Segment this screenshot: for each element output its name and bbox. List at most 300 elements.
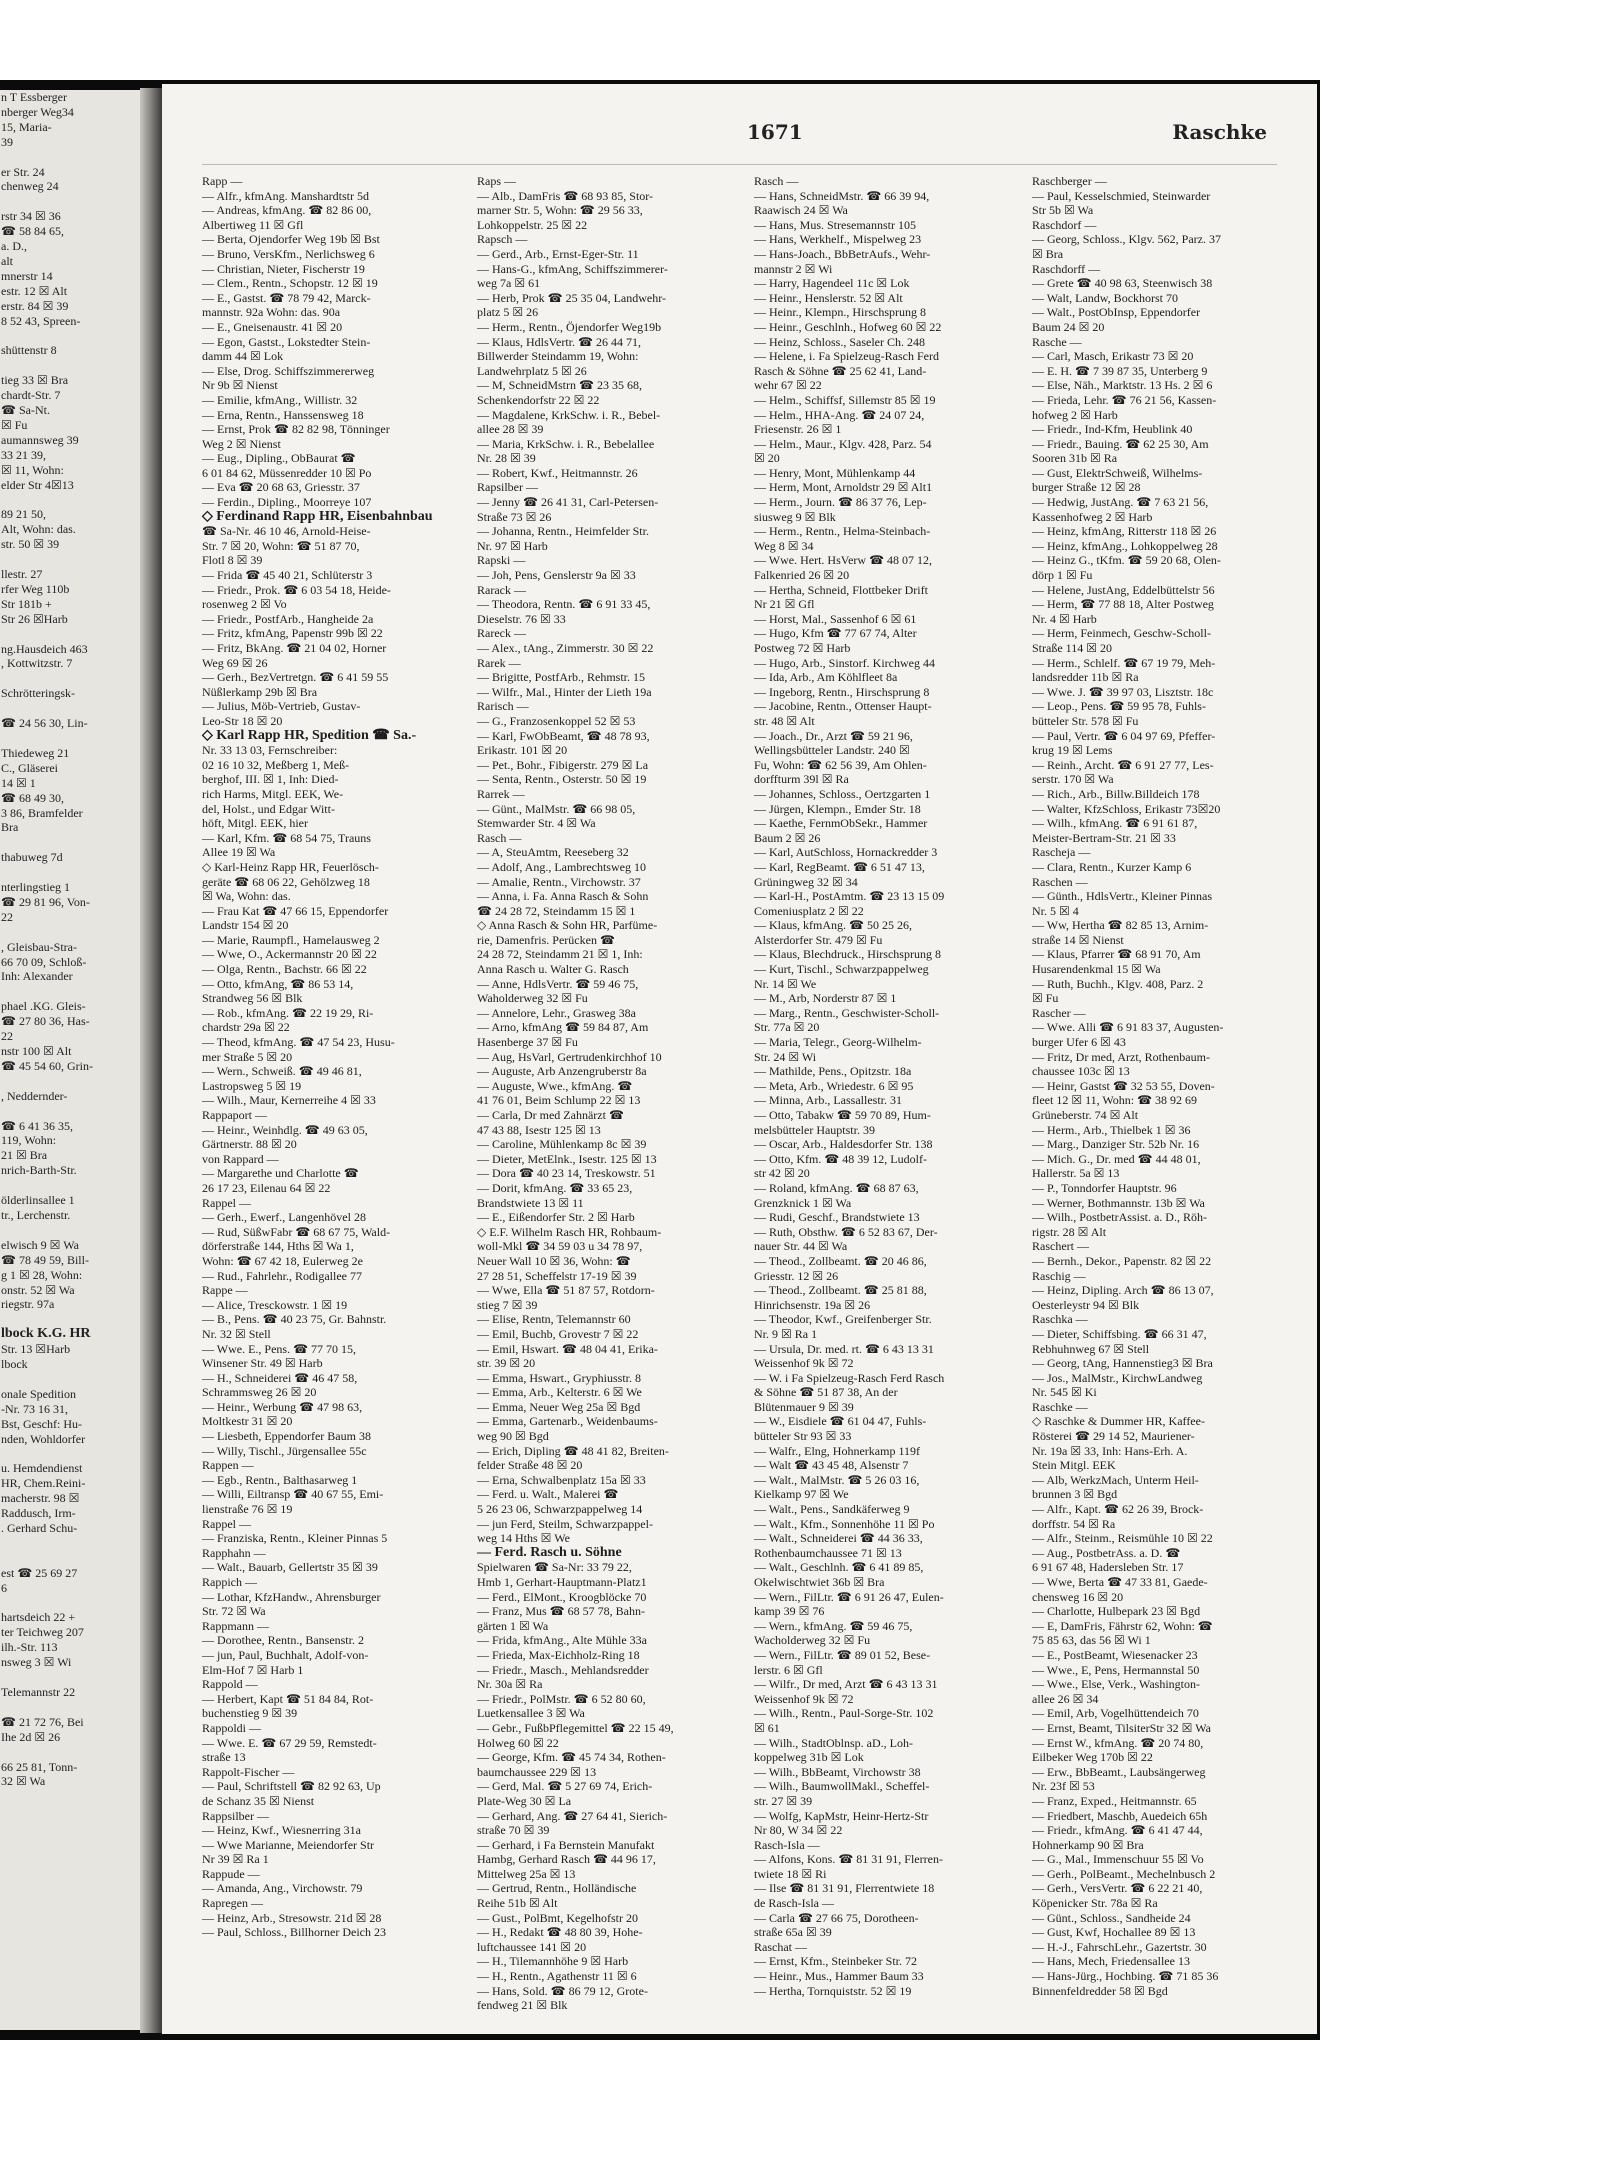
directory-entry-line: — Ww, Hertha ☎ 82 85 13, Arnim- <box>1032 918 1209 933</box>
directory-entry-line: 6 91 67 48, Hadersleben Str. 17 <box>1032 1560 1184 1575</box>
left-page-line <box>0 671 140 686</box>
left-page-line: tieg 33 ☒ Bra <box>1 373 69 388</box>
directory-entry-line: — Wwe, Ella ☎ 51 87 57, Rotdorn- <box>477 1283 655 1298</box>
directory-entry-line: — Ernst, Beamt, TilsiterStr 32 ☒ Wa <box>1032 1720 1211 1735</box>
directory-entry-line: — G., Franzosenkoppel 52 ☒ 53 <box>477 713 636 728</box>
directory-entry-line: — Hans, Sold. ☎ 86 79 12, Grote- <box>477 1983 648 1998</box>
directory-entry-line: str 42 ☒ 20 <box>754 1166 810 1181</box>
directory-entry-line: chensweg 16 ☒ 20 <box>1032 1589 1124 1604</box>
directory-entry-line: — Heinr., Werbung ☎ 47 98 63, <box>202 1399 363 1414</box>
directory-entry-line: krug 19 ☒ Lems <box>1032 743 1113 758</box>
left-page-line: 21 ☒ Bra <box>1 1148 48 1163</box>
directory-entry-line: — Minna, Arb., Lassallestr. 31 <box>754 1093 902 1108</box>
directory-entry-line: ☒ 61 <box>754 1720 780 1735</box>
directory-entry-line: — Christian, Nieter, Fischerstr 19 <box>202 261 365 276</box>
directory-entry-line: de Schanz 35 ☒ Nienst <box>202 1793 315 1808</box>
left-page-line <box>0 1596 140 1611</box>
left-page-line: alt <box>1 253 13 268</box>
directory-entry-line: — Jenny ☎ 26 41 31, Carl-Petersen- <box>477 495 659 510</box>
left-page-line <box>0 1372 140 1387</box>
directory-entry-line: — Alfons, Kons. ☎ 81 31 91, Flerren- <box>754 1852 943 1867</box>
left-page-line: 8 52 43, Spreen- <box>1 313 81 328</box>
directory-entry-line: Nr. 4 ☒ Harb <box>1032 611 1097 626</box>
directory-entry-line: — Georg, Schloss., Klgv. 562, Parz. 37 <box>1032 232 1221 247</box>
directory-entry-line: — Gust, Kwf, Hochallee 89 ☒ 13 <box>1032 1925 1196 1940</box>
left-page-line: chenweg 24 <box>1 179 59 194</box>
directory-entry-line: damm 44 ☒ Lok <box>202 349 284 364</box>
directory-entry-line: — Wern., kfmAng. ☎ 59 46 75, <box>754 1618 913 1633</box>
directory-entry-line: — Magdalene, KrkSchw. i. R., Bebel- <box>477 407 661 422</box>
directory-entry-line: — Annelore, Lehr., Grasweg 38a <box>477 1005 636 1020</box>
left-page-line: ☎ Sa-Nt. <box>1 403 50 418</box>
directory-entry-line: — Emil, Buchb, Grovestr 7 ☒ 22 <box>477 1326 639 1341</box>
directory-entry-line: — Senta, Rentn., Osterstr. 50 ☒ 19 <box>477 772 647 787</box>
directory-entry-line: Rebhuhnweg 67 ☒ Stell <box>1032 1341 1150 1356</box>
directory-entry-line: — Wilh., Rentn., Paul-Sorge-Str. 102 <box>754 1706 934 1721</box>
directory-entry-line: Wacholderweg 32 ☒ Fu <box>754 1633 871 1648</box>
directory-entry-line: platz 5 ☒ 26 <box>477 305 539 320</box>
directory-entry-line: — Walfr., Elng, Hohnerkamp 119f <box>754 1443 921 1458</box>
directory-entry-line: Raschberger — <box>1032 174 1107 188</box>
left-page-line: C., Gläserei <box>1 760 58 775</box>
directory-entry-line: — Joh, Pens, Genslerstr 9a ☒ 33 <box>477 568 636 583</box>
directory-entry-line: koppelweg 31b ☒ Lok <box>754 1750 864 1765</box>
directory-entry-line: — Wilh., Maur, Kernerreihe 4 ☒ 33 <box>202 1093 376 1108</box>
directory-entry-line: — Helene, JustAng, Eddelbüttelstr 56 <box>1032 582 1215 597</box>
directory-entry-line: — Herm, Mont, Arnoldstr 29 ☒ Alt1 <box>754 480 933 495</box>
directory-entry-line: — Ida, Arb., Am Köhlfleet 8a <box>754 670 898 685</box>
left-page-line: chardt-Str. 7 <box>1 388 61 403</box>
directory-entry-line: — Maria, Telegr., Georg-Wilhelm- <box>754 1035 922 1050</box>
directory-entry-line: Winsener Str. 49 ☒ Harb <box>202 1356 323 1371</box>
left-page-line: ☎ 45 54 60, Grin- <box>1 1058 93 1073</box>
directory-entry-line: Spielwaren ☎ Sa-Nr: 33 79 22, <box>477 1560 632 1575</box>
directory-entry-line: — Alfr., Steinm., Reismühle 10 ☒ 22 <box>1032 1531 1213 1546</box>
directory-entry-line: — Theod., Zollbeamt. ☎ 25 81 88, <box>754 1283 927 1298</box>
directory-entry-line: — Mich. G., Dr. med ☎ 44 48 01, <box>1032 1151 1201 1166</box>
directory-entry-line: — Karl-H., PostAmtm. ☎ 23 13 15 09 <box>754 889 945 904</box>
directory-entry-line: Hmb 1, Gerhart-Hauptmann-Platz1 <box>477 1575 647 1589</box>
directory-entry-line: Wellingsbütteler Landstr. 240 ☒ <box>754 743 910 758</box>
directory-entry-line: Blütenmauer 9 ☒ 39 <box>754 1399 854 1414</box>
directory-entry-line: — Wwe. J. ☎ 39 97 03, Lisztstr. 18c <box>1032 684 1214 699</box>
directory-entry-line: Rapphahn — <box>202 1545 266 1560</box>
directory-entry-line: — Reinh., Archt. ☎ 6 91 27 77, Les- <box>1032 757 1214 772</box>
directory-entry-line: — Adolf, Ang., Lambrechtsweg 10 <box>477 859 646 874</box>
directory-entry-line: — Ursula, Dr. med. rt. ☎ 6 43 13 31 <box>754 1341 934 1356</box>
directory-entry-line: Rappold — <box>202 1677 258 1692</box>
directory-entry-line: — Elise, Rentn, Telemannstr 60 <box>477 1312 631 1327</box>
directory-entry-line: — Charlotte, Hulbepark 23 ☒ Bgd <box>1032 1604 1201 1619</box>
directory-entry-line: Strandweg 56 ☒ Blk <box>202 991 303 1006</box>
directory-entry-line: Nr. 545 ☒ Ki <box>1032 1385 1097 1400</box>
directory-entry-line: — Heinr., Mus., Hammer Baum 33 <box>754 1969 924 1984</box>
directory-entry-line: Rapsilber — <box>477 480 538 495</box>
left-page-line: 66 70 09, Schloß- <box>1 954 87 969</box>
directory-entry-line: Comeniusplatz 2 ☒ 22 <box>754 903 864 918</box>
left-page-line: nden, Wohldorfer <box>1 1431 86 1446</box>
directory-entry-line: — Frieda, Lehr. ☎ 76 21 56, Kassen- <box>1032 392 1217 407</box>
directory-entry-line: Husarendenkmal 15 ☒ Wa <box>1032 962 1161 977</box>
directory-entry-line: — B., Pens. ☎ 40 23 75, Gr. Bahnstr. <box>202 1312 387 1327</box>
left-page-line: Thiedeweg 21 <box>1 745 70 760</box>
directory-entry-line: Billwerder Steindamm 19, Wohn: <box>477 349 639 364</box>
directory-entry-line: felder Straße 48 ☒ 20 <box>477 1458 583 1473</box>
directory-entry-line: str. 39 ☒ 20 <box>477 1356 536 1371</box>
directory-entry-line: — Heinz, kfmAng, Ritterstr 118 ☒ 26 <box>1032 524 1217 539</box>
directory-entry-line: Rothenbaumchaussee 71 ☒ 13 <box>754 1545 902 1560</box>
directory-entry-line: — Klaus, Blechdruck., Hirschsprung 8 <box>754 947 941 962</box>
directory-entry-line: — Anna, i. Fa. Anna Rasch & Sohn <box>477 889 649 904</box>
directory-entry-line: — H., Redakt ☎ 48 80 39, Hohe- <box>477 1925 643 1940</box>
left-page-line: a. D., <box>1 239 27 254</box>
directory-entry-line: — Herm., Rentn., Helma-Steinbach- <box>754 524 931 539</box>
directory-entry-line: — E., Gneisenaustr. 41 ☒ 20 <box>202 319 343 334</box>
directory-entry-line: — Auguste, Arb Anzengruberstr 8a <box>477 1064 647 1079</box>
directory-entry-line: — Hans-G., kfmAng, Schiffszimmerer- <box>477 261 668 276</box>
directory-entry-line: — W., Eisdiele ☎ 61 04 47, Fuhls- <box>754 1414 927 1429</box>
directory-entry-line: Brandstwiete 13 ☒ 11 <box>477 1195 584 1210</box>
directory-entry-line: berghof, III. ☒ 1, Inh: Died- <box>202 772 339 787</box>
directory-entry-line: Rasch & Söhne ☎ 25 62 41, Land- <box>754 363 927 378</box>
directory-entry-line: 47 43 88, Isestr 125 ☒ 13 <box>477 1122 601 1137</box>
directory-entry-line: Rappaport — <box>202 1108 267 1122</box>
directory-entry-line: Friesenstr. 26 ☒ 1 <box>754 422 842 437</box>
directory-entry-line: — Ingeborg, Rentn., Hirschsprung 8 <box>754 684 930 699</box>
directory-entry-line: Elm-Hof 7 ☒ Harb 1 <box>202 1662 304 1677</box>
directory-entry-line: — Clara, Rentn., Kurzer Kamp 6 <box>1032 859 1192 874</box>
directory-entry-line: — Heinr., Geschlnh., Hofweg 60 ☒ 22 <box>754 319 942 334</box>
directory-entry-line: Raschert — <box>1032 1239 1089 1254</box>
directory-entry-line: — Karl, FwObBeamt, ☎ 48 78 93, <box>477 728 650 743</box>
left-page-line: Raddusch, Irm- <box>1 1506 76 1521</box>
directory-entry-line: Landstr 154 ☒ 20 <box>202 918 289 933</box>
directory-entry-line: — Alfr., Kapt. ☎ 62 26 39, Brock- <box>1032 1502 1204 1517</box>
left-page-line <box>0 1551 140 1566</box>
directory-entry-line: Baum 2 ☒ 26 <box>754 830 821 845</box>
directory-entry-line: — Eva ☎ 20 68 63, Griesstr. 37 <box>202 480 360 495</box>
directory-entry-line: Rösterei ☎ 29 14 52, Mauriener- <box>1032 1429 1195 1444</box>
left-page-line: , Kottwitzstr. 7 <box>1 656 73 671</box>
directory-entry-line: Grenzknick 1 ☒ Wa <box>754 1195 852 1210</box>
directory-entry-line: Rappich — <box>202 1575 257 1589</box>
directory-entry-line: Raschig — <box>1032 1268 1086 1283</box>
directory-entry-line: ◇ Raschke & Dummer HR, Kaffee- <box>1032 1414 1205 1429</box>
left-page-line <box>0 1446 140 1461</box>
directory-entry-line: — Emil, Arb, Vogelhüttendeich 70 <box>1032 1706 1199 1721</box>
page-number: 1671 <box>747 120 803 144</box>
directory-entry-line: — E., Eißendorfer Str. 2 ☒ Harb <box>477 1210 635 1225</box>
directory-entry-line: — Robert, Kwf., Heitmannstr. 26 <box>477 465 638 480</box>
directory-entry-line: — Emilie, kfmAng., Willistr. 32 <box>202 392 358 407</box>
directory-entry-line: — Gerh., PolBeamt., Mechelnbusch 2 <box>1032 1866 1216 1881</box>
directory-entry-line: Rarack — <box>477 582 526 597</box>
directory-entry-line: — Friedr., PostfArb., Hangheide 2a <box>202 611 374 626</box>
directory-entry-line: — Horst, Mal., Sassenhof 6 ☒ 61 <box>754 611 917 626</box>
left-page-line: . Gerhard Schu- <box>1 1521 78 1535</box>
directory-entry-line: Kielkamp 97 ☒ We <box>754 1487 849 1502</box>
directory-entry-line: Str. 7 ☒ 20, Wohn: ☎ 51 87 70, <box>202 538 360 553</box>
directory-entry-line: ◇ Ferdinand Rapp HR, Eisenbahnbau <box>202 508 433 524</box>
directory-entry-line: — Herm., Rentn., Öjendorfer Weg19b <box>477 319 662 334</box>
left-page-line: thabuweg 7d <box>1 850 63 865</box>
left-page-line: aumannsweg 39 <box>1 432 79 447</box>
left-page-fragment <box>0 90 140 2030</box>
directory-entry-line: — Hans-Jürg., Hochbing. ☎ 71 85 36 <box>1032 1969 1219 1984</box>
left-page-line <box>0 1074 140 1089</box>
directory-entry-line: Nr. 9 ☒ Ra 1 <box>754 1326 818 1341</box>
directory-entry-line: 02 16 10 32, Meßberg 1, Meß- <box>202 757 350 772</box>
directory-entry-line: Nr 21 ☒ Gfl <box>754 597 815 612</box>
left-page-line: -Nr. 73 16 31, <box>1 1401 68 1416</box>
directory-entry-line: — Friedr., Bauing. ☎ 62 25 30, Am <box>1032 436 1209 451</box>
directory-entry-line: Nüßlerkamp 29b ☒ Bra <box>202 684 318 699</box>
directory-entry-line: — Helene, i. Fa Spielzeug-Rasch Ferd <box>754 349 939 364</box>
directory-entry-line: — Walt., MalMstr. ☎ 5 26 03 16, <box>754 1472 920 1487</box>
directory-entry-line: — Ilse ☎ 81 31 91, Flerrentwiete 18 <box>754 1881 935 1896</box>
directory-entry-line: — Andreas, kfmAng. ☎ 82 86 00, <box>202 203 372 218</box>
directory-entry-line: weg 90 ☒ Bgd <box>477 1429 549 1444</box>
directory-entry-line: Holweg 60 ☒ 22 <box>477 1735 559 1750</box>
directory-entry-line: — Roland, kfmAng. ☎ 68 87 63, <box>754 1180 919 1195</box>
left-page-line <box>0 358 140 373</box>
directory-entry-line: chardstr 29a ☒ 22 <box>202 1020 290 1035</box>
directory-entry-line: — Dieter, Schiffsbing. ☎ 66 31 47, <box>1032 1326 1207 1341</box>
directory-entry-line: — Carla, Dr med Zahnärzt ☎ <box>477 1108 624 1122</box>
directory-entry-line: — Theodora, Rentn. ☎ 6 91 33 45, <box>477 597 651 612</box>
left-page-line: 14 ☒ 1 <box>1 775 36 790</box>
directory-entry-line: — Dieter, MetElnk., Isestr. 125 ☒ 13 <box>477 1151 657 1166</box>
left-page-line <box>0 1178 140 1193</box>
directory-entry-line: — A, SteuAmtm, Reeseberg 32 <box>477 845 629 860</box>
directory-entry-line: — Else, Drog. Schiffszimmererweg <box>202 363 375 378</box>
directory-entry-line: — Clem., Rentn., Schopstr. 12 ☒ 19 <box>202 276 378 291</box>
directory-entry-line: — Klaus, HdlsVertr. ☎ 26 44 71, <box>477 334 641 349</box>
directory-entry-line: — Wilh., kfmAng. ☎ 6 91 61 87, <box>1032 816 1198 831</box>
directory-entry-line: — Karl, AutSchloss, Hornackredder 3 <box>754 845 938 860</box>
left-page-line <box>0 627 140 642</box>
directory-entry-line: — Pet., Bohr., Fibigerstr. 279 ☒ La <box>477 757 649 772</box>
directory-entry-line: — Henry, Mont, Mühlenkamp 44 <box>754 465 916 480</box>
directory-entry-line: kamp 39 ☒ 76 <box>754 1604 825 1619</box>
left-page-line: nterlingstieg 1 <box>1 880 70 895</box>
directory-entry-line: — Heinz, Dipling. Arch ☎ 86 13 07, <box>1032 1283 1214 1298</box>
directory-entry-line: — Helm., Maur., Klgv. 428, Parz. 54 <box>754 436 932 451</box>
directory-entry-line: Leo-Str 18 ☒ 20 <box>202 713 283 728</box>
left-page-line <box>0 731 140 746</box>
directory-entry-line: — Gebr., FußbPflegemittel ☎ 22 15 49, <box>477 1720 674 1735</box>
running-head: Raschke <box>1172 120 1267 144</box>
left-page-line: n T Essberger <box>1 90 67 104</box>
directory-entry-line: — Gerd., Arb., Ernst-Eger-Str. 11 <box>477 246 639 261</box>
directory-entry-line: — Egon, Gastst., Lokstedter Stein- <box>202 334 371 349</box>
directory-entry-line: 5 26 23 06, Schwarzpappelweg 14 <box>477 1502 643 1517</box>
directory-entry-line: — Wwe. E., Pens. ☎ 77 70 15, <box>202 1341 357 1356</box>
directory-entry-line: — Ruth, Obsthw. ☎ 6 52 83 67, Der- <box>754 1224 938 1239</box>
directory-entry-line: stieg 7 ☒ 39 <box>477 1297 538 1312</box>
left-page-line: ☎ 27 80 36, Has- <box>1 1014 90 1029</box>
directory-entry-line: weg 14 Hths ☒ We <box>477 1531 570 1546</box>
directory-entry-line: — Emma, Hswart., Gryphiusstr. 8 <box>477 1370 641 1385</box>
left-page-line: Ihe 2d ☒ 26 <box>1 1729 61 1744</box>
left-page-line <box>0 492 140 507</box>
left-page-line <box>0 1312 140 1327</box>
directory-entry-line: burger Ufer 6 ☒ 43 <box>1032 1035 1126 1050</box>
left-page-line: Telemannstr 22 <box>1 1684 76 1699</box>
directory-entry-line: rich Harms, Mitgl. EEK, We- <box>202 786 344 801</box>
directory-entry-line: — Georg, tAng, Hannenstieg3 ☒ Bra <box>1032 1356 1213 1371</box>
left-page-line: riegstr. 97a <box>1 1297 55 1312</box>
directory-entry-line: Baum 24 ☒ 20 <box>1032 319 1105 334</box>
directory-entry-line: — Kurt, Tischl., Schwarzpappelweg <box>754 962 929 977</box>
left-page-line: lbock K.G. HR <box>1 1326 91 1342</box>
left-page-line: nrich-Barth-Str. <box>1 1163 77 1178</box>
directory-entry-line: & Söhne ☎ 51 87 38, An der <box>754 1385 898 1400</box>
directory-entry-line: — Jürgen, Klempn., Emder Str. 18 <box>754 801 921 816</box>
directory-entry-line: — Rich., Arb., Billw.Billdeich 178 <box>1032 786 1200 801</box>
directory-entry-line: Erikastr. 101 ☒ 20 <box>477 743 568 758</box>
directory-entry-line: — Carla ☎ 27 66 75, Dorotheen- <box>754 1910 919 1925</box>
left-page-line <box>0 552 140 567</box>
left-page-line: onstr. 52 ☒ Wa <box>1 1282 75 1297</box>
directory-entry-line: — Emma, Gartenarb., Weidenbaums- <box>477 1414 658 1429</box>
directory-entry-line: marner Str. 5, Wohn: ☎ 29 56 33, <box>477 203 643 218</box>
directory-entry-line: — Wwe., Else, Verk., Washington- <box>1032 1677 1201 1692</box>
directory-entry-line: Grüneberstr. 74 ☒ Alt <box>1032 1108 1139 1122</box>
directory-entry-line: Nr. 5 ☒ 4 <box>1032 903 1079 918</box>
directory-entry-line: — P., Tonndorfer Hauptstr. 96 <box>1032 1180 1177 1195</box>
directory-entry-line: Rapsch — <box>477 232 528 247</box>
directory-entry-line: — Helm., Schiffsf, Sillemstr 85 ☒ 19 <box>754 392 936 407</box>
left-page-line: 6 <box>1 1580 7 1595</box>
directory-entry-line: — Rob., kfmAng. ☎ 22 19 29, Ri- <box>202 1005 374 1020</box>
directory-entry-line: nauer Str. 44 ☒ Wa <box>754 1239 848 1254</box>
directory-entry-line: — Alfr., kfmAng. Manshardtstr 5d <box>202 188 369 203</box>
directory-entry-line: — Herm., Schlelf. ☎ 67 19 79, Meh- <box>1032 655 1216 670</box>
directory-entry-line: — Lothar, KfzHandw., Ahrensburger <box>202 1589 381 1604</box>
directory-entry-line: Köpenicker Str. 78a ☒ Ra <box>1032 1896 1158 1911</box>
directory-entry-line: — Günt., Schloss., Sandheide 24 <box>1032 1910 1191 1925</box>
directory-entry-line: Rappen — <box>202 1458 254 1473</box>
directory-entry-line: ☒ Bra <box>1032 246 1064 261</box>
directory-entry-line: — Friedr., PolMstr. ☎ 6 52 80 60, <box>477 1691 646 1706</box>
directory-entry-line: — M, SchneidMstrn ☎ 23 35 68, <box>477 378 642 393</box>
directory-entry-line: — Friedr., Masch., Mehlandsredder <box>477 1662 649 1677</box>
left-page-line: 66 25 81, Tonn- <box>1 1759 78 1774</box>
directory-entry-line: höft, Mitgl. EEK, hier <box>202 816 308 831</box>
directory-entry-line: Fu, Wohn: ☎ 62 56 39, Am Ohlen- <box>754 757 927 772</box>
left-page-line <box>0 835 140 850</box>
directory-entry-line: — Alb., DamFris ☎ 68 93 85, Stor- <box>477 188 654 203</box>
directory-entry-line: Rappel — <box>202 1516 251 1531</box>
directory-entry-line: Oesterleystr 94 ☒ Blk <box>1032 1297 1140 1312</box>
directory-entry-line: Rarisch — <box>477 699 529 714</box>
directory-entry-line: burger Straße 12 ☒ 28 <box>1032 480 1141 495</box>
directory-entry-line: siusweg 9 ☒ Blk <box>754 509 836 524</box>
left-page-line: str. 50 ☒ 39 <box>1 537 60 552</box>
directory-entry-line: Eilbeker Weg 170b ☒ 22 <box>1032 1750 1153 1765</box>
left-page-line: HR, Chem.Reini- <box>1 1476 86 1491</box>
directory-entry-line: — Heinz, Arb., Stresowstr. 21d ☒ 28 <box>202 1910 382 1925</box>
directory-entry-line: — Wwe. Hert. HsVerw ☎ 48 07 12, <box>754 553 933 568</box>
left-page-line: lbock <box>1 1357 28 1372</box>
directory-entry-line: mannstr. 92a Wohn: das. 90a <box>202 305 341 320</box>
directory-entry-line: — Heinr, Gastst ☎ 32 53 55, Doven- <box>1032 1078 1215 1093</box>
directory-entry-line: straße 14 ☒ Nienst <box>1032 932 1124 947</box>
directory-entry-line: Stein Mitgl. EEK <box>1032 1458 1116 1473</box>
left-page-line: ☎ 29 81 96, Von- <box>1 894 90 909</box>
directory-entry-line: Rarrek — <box>477 786 525 801</box>
directory-entry-line: — Emil, Hswart. ☎ 48 04 41, Erika- <box>477 1341 658 1356</box>
directory-entry-line: — jun Ferd, Steilm, Schwarzpappel- <box>477 1516 653 1531</box>
directory-entry-line: straße 70 ☒ 39 <box>477 1823 550 1838</box>
book-gutter <box>140 88 162 2033</box>
directory-entry-line: 24 28 72, Steindamm 21 ☒ 1, Inh: <box>477 947 643 962</box>
directory-entry-line: — Heinz G., tKfm. ☎ 59 20 68, Olen- <box>1032 553 1221 568</box>
directory-entry-line: — Ernst W., kfmAng. ☎ 20 74 80, <box>1032 1735 1204 1750</box>
directory-column-1 <box>202 174 462 1944</box>
directory-entry-line: — Rud, SüßwFabr ☎ 68 67 75, Wald- <box>202 1224 391 1239</box>
directory-entry-line: — Wwe, Berta ☎ 47 33 81, Gaede- <box>1032 1575 1208 1589</box>
directory-entry-line: — Alice, Tresckowstr. 1 ☒ 19 <box>202 1297 348 1312</box>
directory-entry-line: — Anne, HdlsVertr. ☎ 59 46 75, <box>477 976 639 991</box>
directory-entry-line: — Fritz, kfmAng, Papenstr 99b ☒ 22 <box>202 626 383 641</box>
directory-entry-line: twiete 18 ☒ Ri <box>754 1866 827 1881</box>
directory-entry-line: Rasch-Isla — <box>754 1837 820 1852</box>
directory-entry-line: — Berta, Ojendorfer Weg 19b ☒ Bst <box>202 232 380 247</box>
left-page-line <box>0 1536 140 1551</box>
directory-entry-line: dorffturm 39l ☒ Ra <box>754 772 849 787</box>
directory-entry-line: allee 26 ☒ 34 <box>1032 1691 1099 1706</box>
directory-entry-line: ◇ Karl-Heinz Rapp HR, Feuerlösch- <box>202 859 379 874</box>
left-page-line <box>0 1745 140 1760</box>
directory-entry-line: — Bernh., Dekor., Papenstr. 82 ☒ 22 <box>1032 1253 1212 1268</box>
directory-entry-line: — Wilh., PostbetrAssist. a. D., Röh- <box>1032 1210 1207 1225</box>
directory-entry-line: — Karl, Kfm. ☎ 68 54 75, Trauns <box>202 830 371 845</box>
directory-entry-line: ◇ Anna Rasch & Sohn HR, Parfüme- <box>477 918 658 933</box>
directory-entry-line: rigstr. 28 ☒ Alt <box>1032 1224 1107 1239</box>
directory-entry-line: fleet 12 ☒ 11, Wohn: ☎ 38 92 69 <box>1032 1093 1198 1108</box>
directory-entry-line: — Bruno, VersKfm., Nerlichsweg 6 <box>202 246 375 261</box>
directory-entry-line: rosenweg 2 ☒ Vo <box>202 597 287 612</box>
directory-entry-line: Rappude — <box>202 1866 260 1881</box>
directory-entry-line: Okelwischtwiet 36b ☒ Bra <box>754 1575 885 1589</box>
left-page-line <box>0 1104 140 1119</box>
left-page-line: elder Str 4☒13 <box>1 477 74 492</box>
directory-entry-line: Hallerstr. 5a ☒ 13 <box>1032 1166 1120 1181</box>
directory-entry-line: weg 7a ☒ 61 <box>477 276 541 291</box>
left-page-line: Inh: Alexander <box>1 969 73 984</box>
directory-entry-line: de Rasch-Isla — <box>754 1896 834 1911</box>
directory-entry-line: — Joach., Dr., Arzt ☎ 59 21 96, <box>754 728 913 743</box>
directory-entry-line: landsredder 11b ☒ Ra <box>1032 670 1139 685</box>
directory-entry-line: dörferstraße 144, Hths ☒ Wa 1, <box>202 1239 354 1254</box>
left-page-line: ☒ 11, Wohn: <box>1 462 64 477</box>
directory-entry-line: — Wwe Marianne, Meiendorfer Str <box>202 1837 375 1852</box>
directory-entry-line: — Mathilde, Pens., Opitzstr. 18a <box>754 1064 912 1079</box>
directory-entry-line: — Julius, Möb-Vertrieb, Gustav- <box>202 699 361 714</box>
left-page-line: nberger Weg34 <box>1 104 74 119</box>
directory-entry-line: — Franziska, Rentn., Kleiner Pinnas 5 <box>202 1531 388 1546</box>
left-page-line <box>0 150 140 165</box>
directory-entry-line: — Otto, kfmAng, ☎ 86 53 14, <box>202 976 354 991</box>
directory-entry-line: Rapski — <box>477 553 526 568</box>
directory-entry-line: — Herb, Prok ☎ 25 35 04, Landwehr- <box>477 290 667 305</box>
directory-entry-line: baumchaussee 229 ☒ 13 <box>477 1764 597 1779</box>
directory-entry-line: — Olga, Rentn., Bachstr. 66 ☒ 22 <box>202 962 367 977</box>
directory-entry-line: — Ferdin., Dipling., Moorreye 107 <box>202 495 372 510</box>
directory-entry-line: woll-Mkl ☎ 34 59 03 u 34 78 97, <box>477 1239 643 1254</box>
